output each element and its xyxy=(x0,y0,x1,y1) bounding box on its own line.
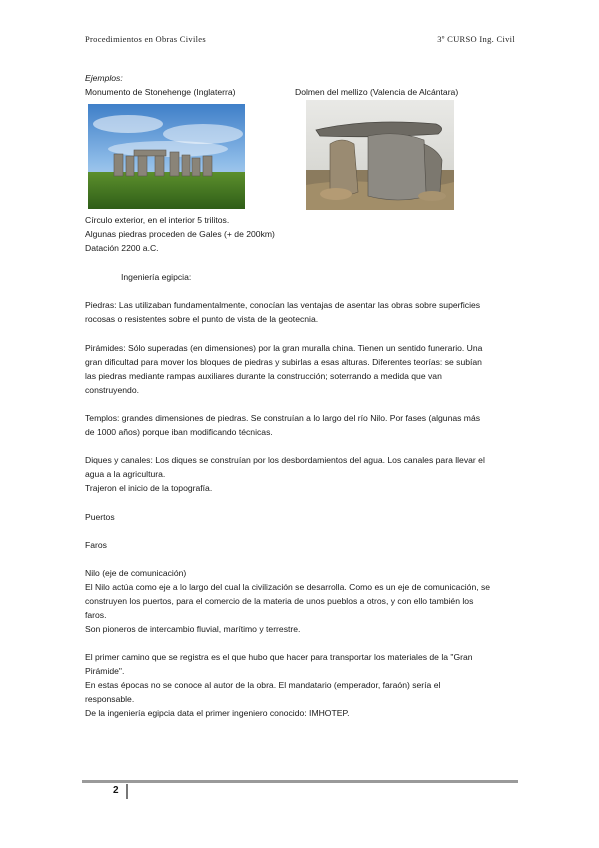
text-line: Piedras: Las utilizaban fundamentalmente, conocían las ventajas de asentar las obras sobre superficies xyxy=(85,300,481,310)
stonehenge-note: Círculo exterior, en el interior 5 trilitos. xyxy=(85,215,230,225)
text-line: Nilo (eje de comunicación) xyxy=(85,568,187,578)
paragraph-templos xyxy=(85,411,515,439)
text-line: De la ingeniería egipcia data el primer ingeniero conocido: IMHOTEP. xyxy=(85,708,350,718)
examples-label: Ejemplos: xyxy=(85,73,123,83)
stonehenge-note: Datación 2200 a.C. xyxy=(85,243,159,253)
image-caption-dolmen: Dolmen del mellizo (Valencia de Alcántara) xyxy=(295,87,459,97)
paragraph-piramides xyxy=(85,341,515,397)
text-line: Templos: grandes dimensiones de piedras. Se construían a lo largo del río Nilo. Por fases (algunas más xyxy=(85,413,481,423)
text-line: de 1000 años) porque iban modificando técnicas. xyxy=(85,427,273,437)
text-line: rocosas o resistentes sobre el punto de vista de la geotecnia. xyxy=(85,314,319,324)
dolmen-photo xyxy=(306,100,454,210)
section-title: Ingeniería egipcia: xyxy=(121,272,192,282)
text-line: Son pioneros de intercambio fluvial, marítimo y terrestre. xyxy=(85,624,301,634)
page-number-bar xyxy=(126,784,128,799)
text-line: Puertos xyxy=(85,512,115,522)
text-line: El Nilo actúa como eje a lo largo del cual la civilización se desarrolla. Como es un eje de comunicación, se xyxy=(85,582,491,592)
header-left: Procedimientos en Obras Civiles xyxy=(85,34,206,44)
paragraph-nilo xyxy=(85,566,515,636)
stonehenge-photo xyxy=(88,104,245,209)
stonehenge-notes xyxy=(85,213,275,255)
text-line: faros. xyxy=(85,610,107,620)
text-line: gran dificultad para mover los bloques de piedras y subirlas a esas alturas. Diferentes teorías: se subían xyxy=(85,357,482,367)
text-line: Faros xyxy=(85,540,107,550)
text-line: agua a la agricultura. xyxy=(85,469,166,479)
paragraph-faros xyxy=(85,538,515,552)
header-right: 3º CURSO Ing. Civil xyxy=(437,34,515,44)
image-caption-stonehenge: Monumento de Stonehenge (Inglaterra) xyxy=(85,87,236,97)
paragraph-camino xyxy=(85,650,515,720)
text-line: En estas épocas no se conoce al autor de la obra. El mandatario (emperador, faraón) sería el xyxy=(85,680,441,690)
paragraph-piedras xyxy=(85,298,515,326)
page-number: 2 xyxy=(113,785,119,796)
text-line: El primer camino que se registra es el que hubo que hacer para transportar los materiales de la "Gran xyxy=(85,652,473,662)
text-line: Trajeron el inicio de la topografía. xyxy=(85,483,213,493)
paragraph-diques xyxy=(85,453,515,495)
text-line: Diques y canales: Los diques se construían por los desbordamientos del agua. Los canales para llevar el xyxy=(85,455,485,465)
text-line: Pirámide". xyxy=(85,666,125,676)
stonehenge-note: Algunas piedras proceden de Gales (+ de 200km) xyxy=(85,229,275,239)
paragraph-puertos xyxy=(85,510,515,524)
text-line: las piedras mediante rampas auxiliares durante la construcción; soterrando a medida que van xyxy=(85,371,442,381)
text-line: construyen los puertos, para el comercio de la materia de unos pueblos a otros, y con ello también los xyxy=(85,596,474,606)
text-line: construyendo. xyxy=(85,385,139,395)
text-line: responsable. xyxy=(85,694,135,704)
text-line: Pirámides: Sólo superadas (en dimensiones) por la gran muralla china. Tienen un sentido funerario. Una xyxy=(85,343,483,353)
footer-divider xyxy=(82,780,518,783)
